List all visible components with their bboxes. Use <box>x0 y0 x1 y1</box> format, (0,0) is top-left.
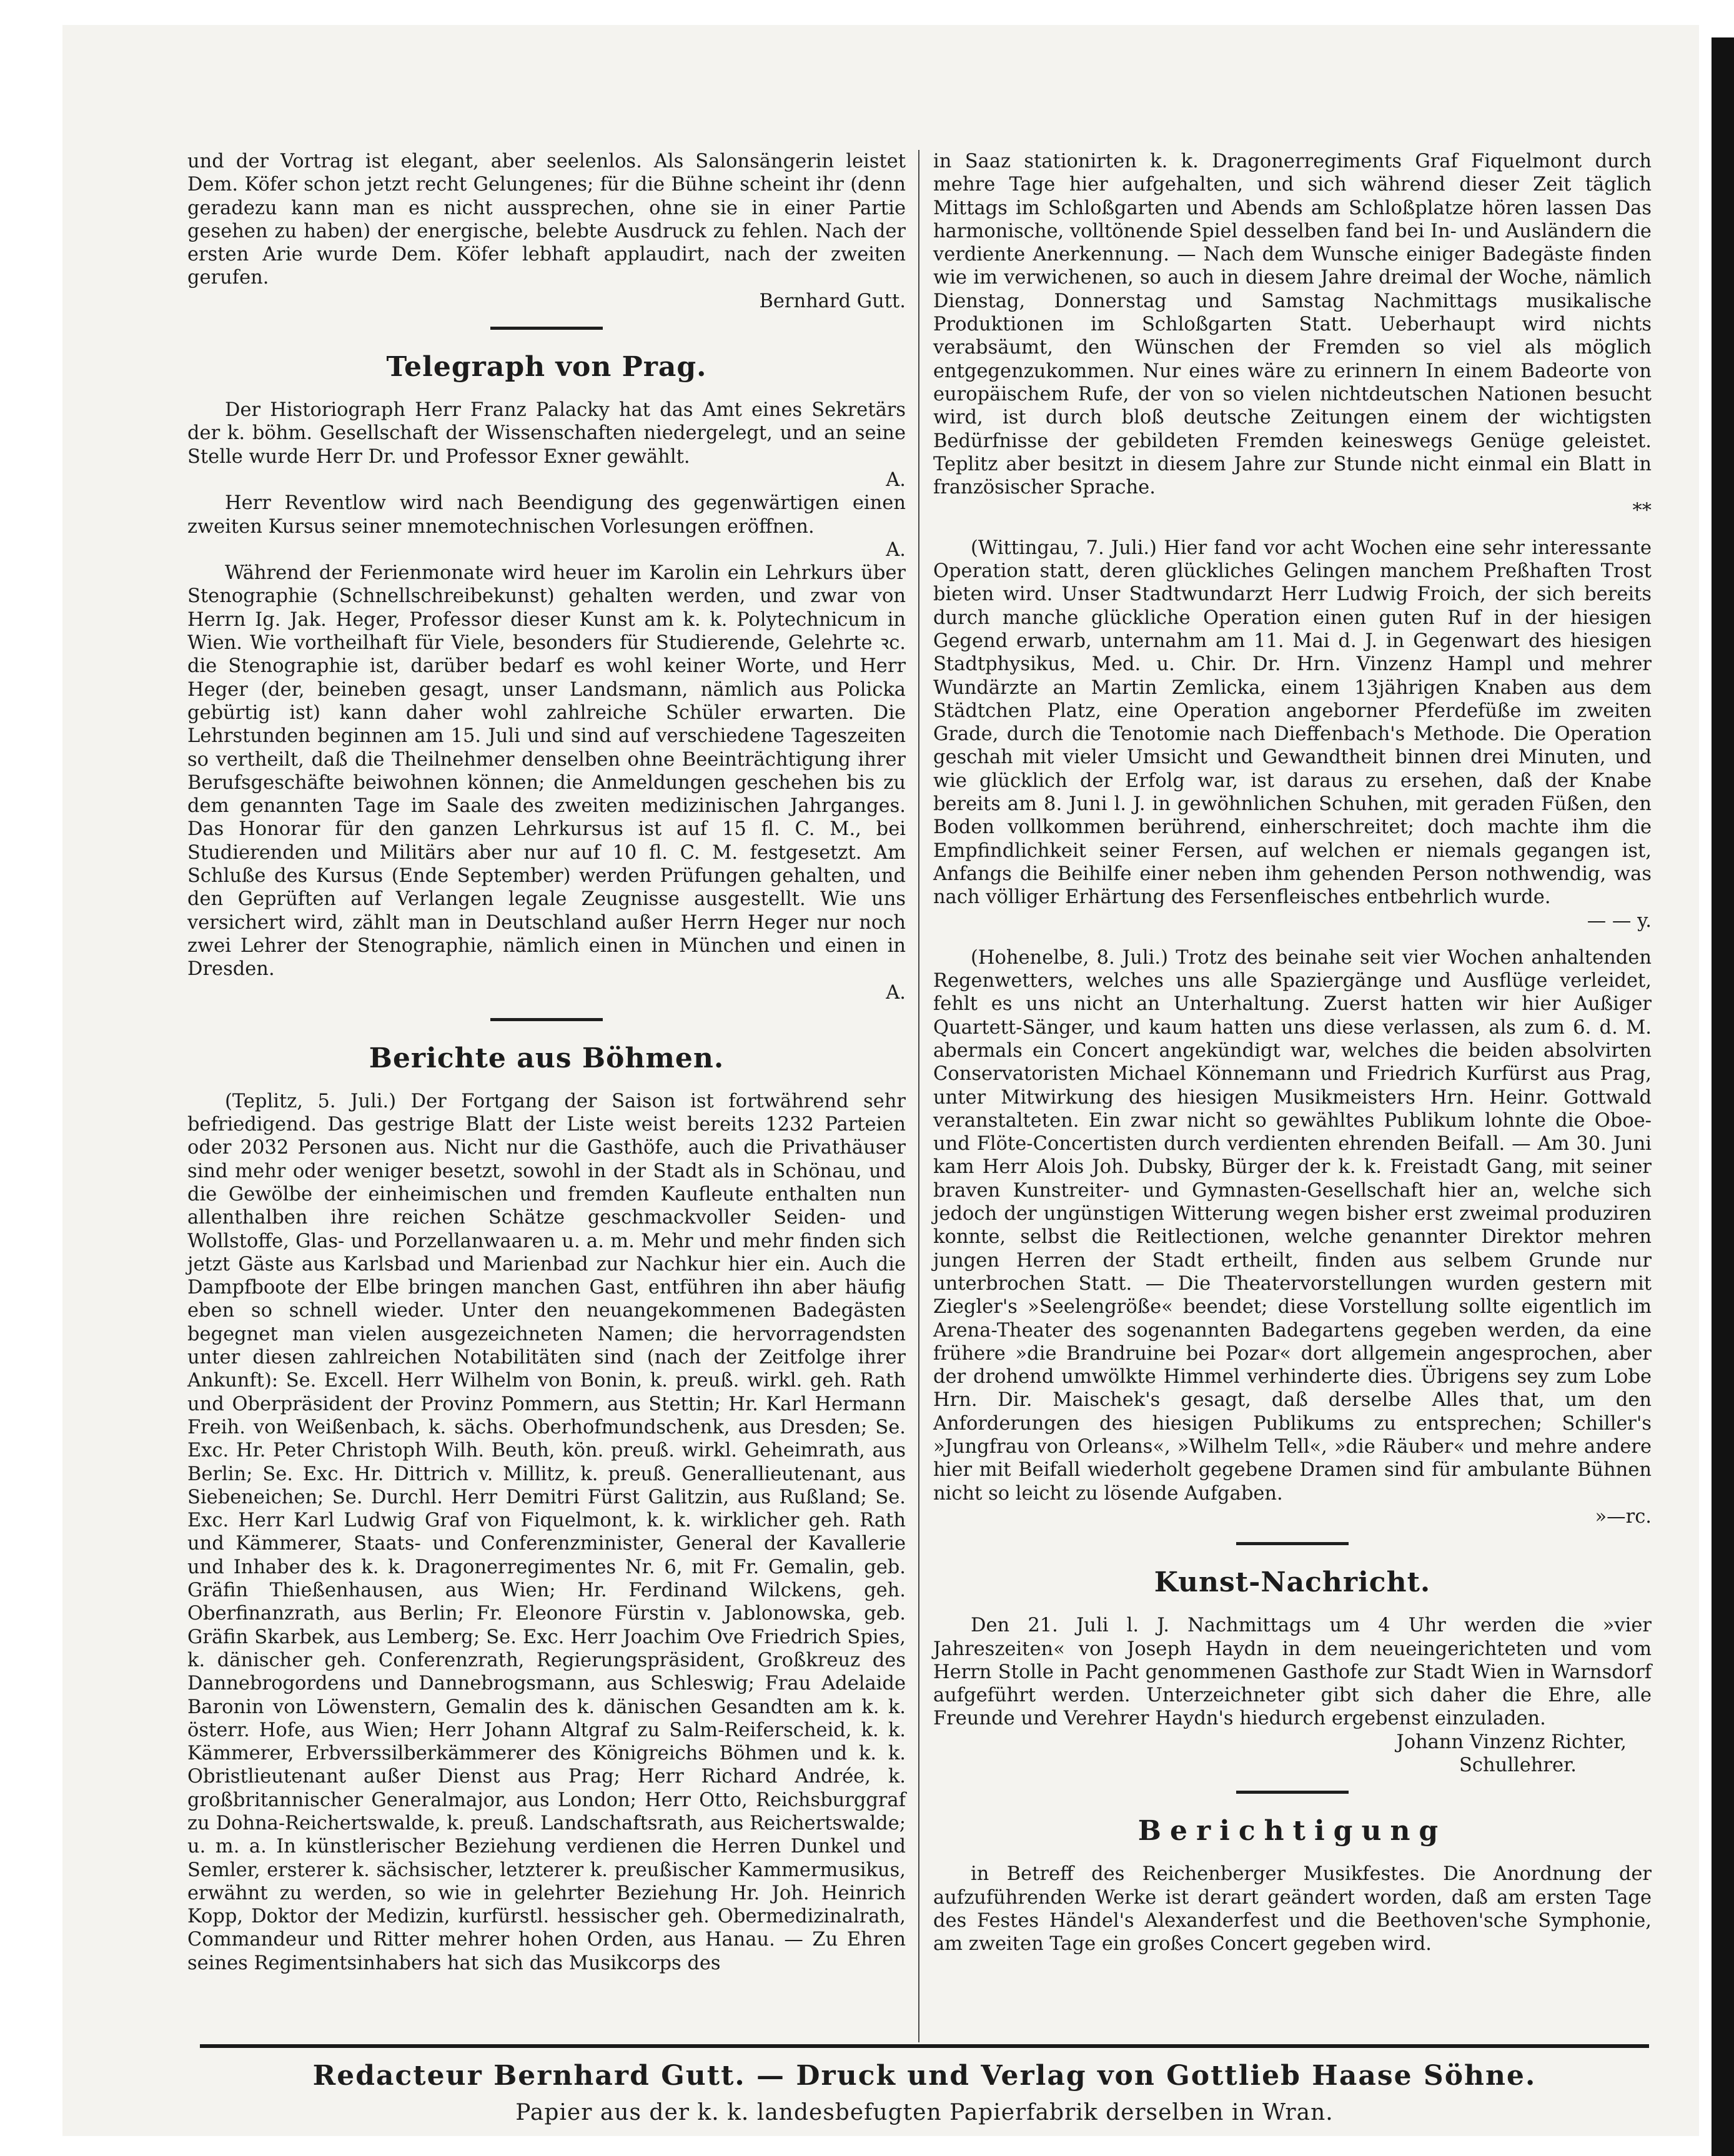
kunst-nachricht-heading: Kunst-Nachricht. <box>1154 1566 1431 1599</box>
telegraph-paragraph-3-signature: A. <box>886 981 906 1004</box>
section-divider <box>490 1018 603 1021</box>
kunst-signature-role: Schullehrer. <box>1459 1754 1577 1776</box>
telegraph-paragraph-1-signature: A. <box>886 468 906 491</box>
section-divider <box>490 327 603 330</box>
teplitz-report-text: (Teplitz, 5. Juli.) Der Fortgang der Saison ist fortwährend sehr befriedigend. Das gestrige Blatt der Liste weist bereits 1232 Parteien oder 2032 Personen aus. Nicht nur die Gasthöfe, auch die Privathäuser sind mehr oder weniger besetzt, sowohl in der Stadt als in Schönau, und die Gewölbe der einheimischen und fremden Kaufleute enthalten nun allenthalben ihre reichen Schätze geschmackvoller Seiden- und Wollstoffe, Glas- und Porzellanwaaren u. a. m. Mehr und mehr finden sich jetzt Gäste aus Karlsbad und Marienbad zur Nachkur hier ein. Auch die Dampfboote der Elbe bringen manchen Gast, entführen ihn aber häufig eben so schnell wieder. Unter den neuangekommenen Badegästen begegnet man vielen ausgezeichneten Namen; die hervorragendsten unter diesen zahlreichen Notabilitäten sind (nach der Zeitfolge ihrer Ankunft): Se. Excell. Herr Wilhelm von Bonin, k. preuß. wirkl. geh. Rath und Oberpräsident der Provinz Pommern, aus Stettin; Hr. Karl Hermann Freih. von Weißenbach, k. sächs. Oberhofmundschenk, aus Dresden; Se. Exc. Hr. Peter Christoph Wilh. Beuth, kön. preuß. wirkl. Geheimrath, aus Berlin; Se. Exc. Hr. Dittrich v. Millitz, k. preuß. Generallieutenant, aus Siebeneichen; Se. Durchl. Herr Demitri Fürst Galitzin, aus Rußland; Se. Exc. Herr Karl Ludwig Graf von Fiquelmont, k. k. wirklicher geh. Rath und Kämmerer, Staats- und Conferenzminister, General der Kavallerie und Inhaber des k. k. Dragonerregimentes Nr. 6, mit Fr. Gemalin, geb. Gräfin Thießenhausen, aus Wien; Hr. Ferdinand Wilckens, geh. Oberfinanzrath, aus Berlin; Fr. Eleonore Fürstin v. Jablonowska, geb. Gräfin Skarbek, aus Lemberg; Se. Exc. Herr Joachim Ove Friedrich Spies, k. dänischer geh. Conferenzrath, Regierungspräsident, Großkreuz des Dannebrogordens und Dannebrogsmann, aus Schleswig; Frau Adelaide Baronin von Löwenstern, Gemalin des k. dänischen Gesandten am k. k. österr. Hofe, aus Wien; Herr Johann Altgraf zu Salm-Reiferscheid, k. k. Kämmerer, Erbverssilberkämmerer des Königreichs Böhmen und k. k. Obristlieutenant außer Dienst aus Prag; Herr Richard Andrée, k. großbritannischer Generalmajor, aus London; Herr Otto, Reichsburggraf zu Dohna-Reichertswalde, k. preuß. Landschaftsrath, aus Reichertswalde; u. m. a. In künstlerischer Beziehung verdienen die Herren Dunkel und Semler, ersterer k. sächsischer, letzterer k. preußischer Kammermusikus, erwähnt zu werden, so wie in gelehrter Beziehung Hr. Joh. Heinrich Kopp, Doktor der Medizin, kurfürstl. hessischer geh. Obermedizinalrath, Commandeur und Ritter mehrer hohen Orden, aus Hanau. — Zu Ehren seines Regimentsinhabers hat sich das Musikcorps des <box>187 1090 906 1974</box>
berichtigung-text: in Betreff des Reichenberger Musikfestes. Die Anordnung der aufzuführenden Werke ist derart geändert worden, daß am ersten Tage des Festes Händel's Alexanderfest und die Beethoven'sche Symphonie, am zweiten Tage ein großes Concert gegeben wird. <box>933 1863 1652 1956</box>
kunst-signature-block <box>933 1731 1652 1778</box>
wittingau-signature: — — y. <box>1587 909 1652 932</box>
teplitz-signature: ** <box>1632 500 1652 522</box>
section-divider <box>1236 1791 1349 1794</box>
telegraph-paragraph-2: Herr Reventlow wird nach Beendigung des gegenwärtigen einen zweiten Kursus seiner mnemotechnischen Vorlesungen eröffnen. <box>187 492 906 538</box>
right-column <box>933 150 1652 1956</box>
footer-rule <box>200 2044 1649 2048</box>
wittingau-report: (Wittingau, 7. Juli.) Hier fand vor acht Wochen eine sehr interessante Operation statt, deren glückliches Gelingen manchem Preßhaften Trost bieten wird. Unser Stadtwundarzt Herr Ludwig Froich, der sich bereits durch manche glückliche Operation einen guten Ruf in der hiesigen Gegend erwarb, unternahm am 11. Mai d. J. in Gegenwart des hiesigen Stadtphysikus, Med. u. Chir. Dr. Hrn. Vinzenz Hampl und mehrer Wundärzte an Martin Zemlicka, einem 13jährigen Knaben aus dem Städtchen Platz, eine Operation angeborner Pferdefüße im zweiten Grade, durch die Tenotomie nach Dieffenbach's Methode. Die Operation geschah mit vieler Umsicht und Gewandtheit binnen drei Minuten, und wie glücklich der Erfolg war, ist daraus zu ersehen, daß der Knabe bereits am 8. Juni l. J. in gewöhnlichen Schuhen, mit geraden Füßen, den Boden vollkommen berührend, einherschreitet; doch machte ihm die Empfindlichkeit seiner Fersen, auf welchen er niemals gegangen ist, Anfangs die Beihilfe einer neben ihm gehenden Person nothwendig, was nach völliger Erhärtung des Fersenfleisches entbehrlich wurde. <box>933 537 1652 909</box>
left-column <box>187 150 906 1975</box>
telegraph-paragraph-2-signature: A. <box>886 538 906 561</box>
footer-imprint-line-1: Redacteur Bernhard Gutt. — Druck und Verlag von Gottlieb Haase Söhne. <box>312 2060 1537 2092</box>
hohenelbe-signature: »—rc. <box>1595 1505 1652 1528</box>
telegraph-paragraph-1: Der Historiograph Herr Franz Palacky hat das Amt eines Sekretärs der k. böhm. Gesellschaft der Wissenschaften niedergelegt, und an seine Stelle wurde Herr Dr. und Professor Exner gewählt. <box>187 399 906 468</box>
review-signature: Bernhard Gutt. <box>759 290 906 312</box>
section-divider <box>1236 1542 1349 1545</box>
hohenelbe-report: (Hohenelbe, 8. Juli.) Trotz des beinahe seit vier Wochen anhaltenden Regenwetters, welches uns alle Spaziergänge und Ausflüge verleidet, fehlt es uns nicht an Unterhaltung. Zuerst hatten wir hier Außiger Quartett-Sänger, und kaum hatten uns diese verlassen, als zum 6. d. M. abermals ein Concert angekündigt war, welches die beiden absolvirten Conservatoristen Michael Könnemann und Friedrich Kurfürst aus Prag, unter Mitwirkung des hiesigen Musikmeisters Hrn. Heinr. Gottwald veranstalteten. Ein zwar nicht so gewähltes Publikum lohnte die Oboe- und Flöte-Concertisten durch verdienten ehrenden Beifall. — Am 30. Juni kam Herr Alois Joh. Dubsky, Bürger der k. k. Freistadt Gang, mit seiner braven Kunstreiter- und Gymnasten-Gesellschaft hier an, welche sich jedoch der ungünstigen Witterung wegen bisher erst zweimal produziren konnte, selbst die Reitlectionen, welche genannter Direktor mehren jungen Herren der Stadt ertheilt, finden aus selbem Grunde nur unterbrochen Statt. — Die Theatervorstellungen wurden gestern mit Ziegler's »Seelengröße« beendet; diese Vorstellung sollte eigentlich im Arena-Theater des sogenannten Badegartens gegeben werden, da eine frühere »die Brandruine bei Pozar« dort allgemein angesprochen, aber der drohend umwölkte Himmel verhinderte dies. Übrigens sey zum Lobe Hrn. Dir. Maischek's gesagt, daß derselbe Alles that, um den Anforderungen des hiesigen Publikums zu entsprechen; Schiller's »Jungfrau von Orleans«, »Wilhelm Tell«, »die Räuber« und mehre andere hier mit Beifall wiederholt gegebene Dramen sind für ambulante Bühnen nicht so leicht zu lösende Aufgaben. <box>933 946 1652 1505</box>
berichtigung-heading: Berichtigung <box>1137 1815 1447 1847</box>
scan-edge-corner <box>1712 0 1734 37</box>
teplitz-report-continued: in Saaz stationirten k. k. Dragonerregiments Graf Fiquelmont durch mehre Tage hier aufgehalten, und sich während dieser Zeit täglich Mittags im Schloßgarten und Abends am Schloßplatze hören lassen Das harmonische, volltönende Spiel desselben fand bei In- und Ausländern die verdiente Anerkennung. — Nach dem Wunsche einiger Badegäste finden wie im verwichenen, so auch in diesem Jahre dreimal der Woche, nämlich Dienstag, Donnerstag und Samstag Nachmittags musikalische Produktionen im Schloßgarten Statt. Ueberhaupt wird nichts verabsäumt, den Wünschen der Fremden so viel als möglich entgegenzukommen. Nur eines wäre zu erinnern In einem Badeorte von europäischem Rufe, der von so vielen nichtdeutschen Nationen besucht wird, ist durch bloß deutsche Zeitungen einem der wichtigsten Bedürfnisse der gebildeten Fremden keineswegs Genüge geleistet. Teplitz aber besitzt in diesem Jahre zur Stunde nicht einmal ein Blatt in französischer Sprache. <box>933 151 1652 499</box>
review-ending-text: und der Vortrag ist elegant, aber seelenlos. Als Salonsängerin leistet Dem. Köfer schon jetzt recht Gelungenes; für die Bühne scheint ihr (denn geradezu kann man es nicht aussprechen, ohne sie in einer Partie gesehen zu haben) der energische, belebte Ausdruck zu fehlen. Nach der ersten Arie wurde Dem. Köfer lebhaft applaudirt, nach der zweiten gerufen. <box>187 151 906 289</box>
telegraph-paragraph-3: Während der Ferienmonate wird heuer im Karolin ein Lehrkurs über Stenographie (Schnellschreibekunst) gehalten werden, und zwar von Herrn Ig. Jak. Heger, Professor dieser Kunst am k. k. Polytechnicum in Wien. Wie vortheilhaft für Viele, besonders für Studierende, Gelehrte ꝛc. die Stenographie ist, darüber bedarf es wohl keiner Worte, und Herr Heger (der, beineben gesagt, unser Landsmann, nämlich aus Policka gebürtig ist) kann daher wohl zahlreiche Schüler erwarten. Die Lehrstunden beginnen am 15. Juli und sind auf verschiedene Tageszeiten so vertheilt, daß die Theilnehmer denselben ohne Beeinträchtigung ihrer Berufsgeschäfte beiwohnen können; die Anmeldungen geschehen bis zu dem genannten Tage im Saale des zweiten medizinischen Jahrganges. Das Honorar für den ganzen Lehrkursus ist auf 15 fl. C. M., bei Studierenden und Militärs aber nur auf 10 fl. C. M. festgesetzt. Am Schluße des Kursus (Ende September) werden Prüfungen gehalten, und den Geprüften auf Verlangen legale Zeugnisse ausgestellt. Wie uns versichert wird, zählt man in Deutschland außer Herrn Heger nur noch zwei Lehrer der Stenographie, nämlich einen in München und einen in Dresden. <box>187 562 906 981</box>
column-divider <box>918 150 919 2042</box>
scan-dark-edge <box>1712 0 1734 2156</box>
kunst-signature-name: Johann Vinzenz Richter, <box>1396 1731 1627 1753</box>
kunst-nachricht-text: Den 21. Juli l. J. Nachmittags um 4 Uhr werden die »vier Jahreszeiten« von Joseph Haydn in dem neueingerichteten und vom Herrn Stolle in Pacht genommenen Gasthofe zur Stadt Wien in Warnsdorf aufgeführt werden. Unterzeichneter gibt sich daher die Ehre, alle Freunde und Verehrer Haydn's hiedurch ergebenst einzuladen. <box>933 1615 1652 1730</box>
telegraph-heading: Telegraph von Prag. <box>386 351 707 383</box>
footer-imprint-line-2: Papier aus der k. k. landesbefugten Papierfabrik derselben in Wran. <box>515 2100 1334 2125</box>
berichte-heading: Berichte aus Böhmen. <box>369 1042 725 1074</box>
